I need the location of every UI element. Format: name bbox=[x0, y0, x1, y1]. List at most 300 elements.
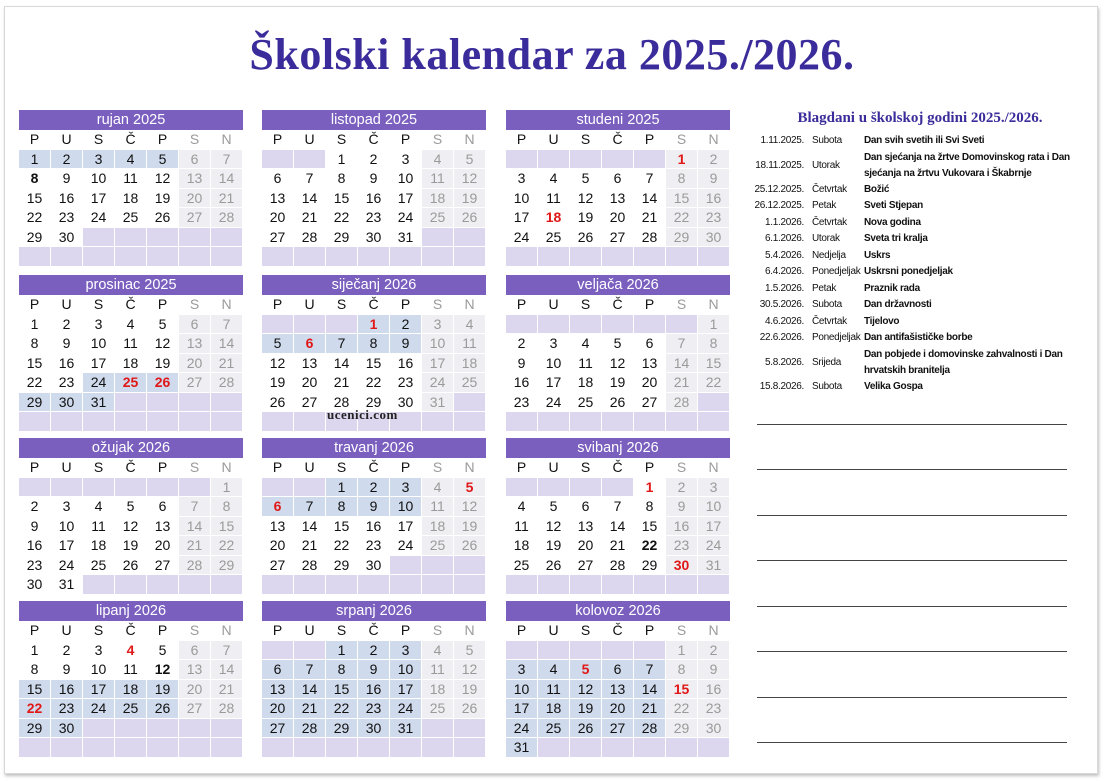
holiday-row bbox=[750, 182, 1090, 199]
day-cell: 31 bbox=[390, 719, 422, 739]
day-cell: 10 bbox=[390, 169, 422, 189]
weekday-header: S bbox=[83, 130, 115, 150]
day-cell: 20 bbox=[602, 208, 634, 228]
day-cell: 31 bbox=[506, 738, 538, 758]
weekday-header: P bbox=[19, 295, 51, 315]
day-cell: 8 bbox=[358, 334, 390, 354]
note-line bbox=[757, 651, 1067, 652]
empty-cell bbox=[506, 247, 538, 267]
empty-cell bbox=[211, 412, 243, 432]
weekday-header: Č bbox=[358, 458, 390, 478]
month-title: siječanj 2026 bbox=[262, 275, 486, 295]
day-cell: 2 bbox=[666, 478, 698, 498]
empty-cell bbox=[634, 641, 666, 661]
day-cell: 20 bbox=[602, 699, 634, 719]
day-cell: 7 bbox=[294, 169, 326, 189]
day-cell: 17 bbox=[83, 354, 115, 374]
day-cell: 5 bbox=[538, 497, 570, 517]
empty-cell bbox=[19, 247, 51, 267]
day-cell: 16 bbox=[506, 373, 538, 393]
day-cell: 17 bbox=[506, 699, 538, 719]
holiday-weekday: Petak bbox=[812, 282, 837, 294]
empty-cell bbox=[262, 575, 294, 595]
day-cell: 18 bbox=[538, 699, 570, 719]
day-cell: 23 bbox=[390, 373, 422, 393]
day-cell: 17 bbox=[390, 517, 422, 537]
day-cell: 19 bbox=[147, 189, 179, 209]
day-cell: 2 bbox=[506, 334, 538, 354]
weekday-header: P bbox=[390, 295, 422, 315]
empty-cell bbox=[211, 393, 243, 413]
weekday-header: Č bbox=[602, 130, 634, 150]
holiday-name: Nova godina bbox=[864, 216, 921, 228]
weekday-header: S bbox=[179, 130, 211, 150]
day-cell: 25 bbox=[83, 556, 115, 576]
holiday-row bbox=[750, 215, 1090, 232]
weekday-header: S bbox=[83, 295, 115, 315]
empty-cell bbox=[506, 412, 538, 432]
weekday-header: S bbox=[422, 295, 454, 315]
day-cell: 12 bbox=[262, 354, 294, 374]
day-cell: 6 bbox=[602, 660, 634, 680]
day-cell: 18 bbox=[570, 373, 602, 393]
day-cell: 21 bbox=[179, 536, 211, 556]
month-calendar bbox=[506, 110, 730, 267]
day-cell: 15 bbox=[211, 517, 243, 537]
day-cell: 9 bbox=[698, 169, 730, 189]
weekday-header: N bbox=[454, 458, 486, 478]
weekday-header: P bbox=[634, 458, 666, 478]
day-cell: 27 bbox=[179, 208, 211, 228]
empty-cell bbox=[51, 412, 83, 432]
day-cell: 20 bbox=[634, 373, 666, 393]
holiday-weekday: Nedjelja bbox=[812, 249, 846, 261]
day-cell: 9 bbox=[358, 497, 390, 517]
day-cell: 15 bbox=[19, 189, 51, 209]
holiday-date: 30.5.2026. bbox=[759, 299, 804, 310]
weekday-header: U bbox=[538, 130, 570, 150]
month-grid bbox=[262, 458, 486, 595]
day-cell: 26 bbox=[538, 556, 570, 576]
day-cell: 21 bbox=[634, 699, 666, 719]
day-cell: 4 bbox=[538, 660, 570, 680]
day-cell: 23 bbox=[358, 536, 390, 556]
weekday-header: N bbox=[211, 458, 243, 478]
day-cell: 30 bbox=[51, 393, 83, 413]
day-cell: 18 bbox=[454, 354, 486, 374]
day-cell: 21 bbox=[294, 699, 326, 719]
holiday-weekday: Ponedjeljak bbox=[812, 266, 861, 277]
empty-cell bbox=[390, 556, 422, 576]
day-cell: 26 bbox=[262, 393, 294, 413]
weekday-header: P bbox=[19, 621, 51, 641]
weekday-header: P bbox=[19, 130, 51, 150]
day-cell: 23 bbox=[506, 393, 538, 413]
empty-cell bbox=[634, 738, 666, 758]
day-cell: 26 bbox=[570, 228, 602, 248]
day-cell: 25 bbox=[506, 556, 538, 576]
day-cell: 25 bbox=[454, 373, 486, 393]
day-cell: 3 bbox=[538, 334, 570, 354]
day-cell: 20 bbox=[179, 680, 211, 700]
day-cell: 8 bbox=[19, 660, 51, 680]
empty-cell bbox=[454, 556, 486, 576]
day-cell: 7 bbox=[634, 660, 666, 680]
empty-cell bbox=[262, 478, 294, 498]
empty-cell bbox=[454, 228, 486, 248]
day-cell: 29 bbox=[19, 719, 51, 739]
weekday-header: N bbox=[211, 295, 243, 315]
holiday-row bbox=[750, 198, 1090, 215]
day-cell: 10 bbox=[390, 497, 422, 517]
day-cell: 25 bbox=[538, 228, 570, 248]
day-cell: 12 bbox=[602, 354, 634, 374]
holiday-row bbox=[750, 264, 1090, 281]
empty-cell bbox=[262, 641, 294, 661]
empty-cell bbox=[326, 738, 358, 758]
weekday-header: P bbox=[19, 458, 51, 478]
day-cell: 27 bbox=[634, 393, 666, 413]
day-cell: 4 bbox=[506, 497, 538, 517]
day-cell: 17 bbox=[390, 189, 422, 209]
day-cell: 25 bbox=[422, 699, 454, 719]
weekday-header: Č bbox=[115, 295, 147, 315]
weekday-header: N bbox=[698, 130, 730, 150]
day-cell: 15 bbox=[19, 680, 51, 700]
day-cell: 16 bbox=[51, 680, 83, 700]
empty-cell bbox=[422, 247, 454, 267]
day-cell: 16 bbox=[51, 354, 83, 374]
holiday-date: 18.11.2025. bbox=[755, 159, 804, 171]
empty-cell bbox=[538, 575, 570, 595]
day-cell: 18 bbox=[422, 517, 454, 537]
weekday-header: U bbox=[538, 295, 570, 315]
weekday-header: S bbox=[570, 621, 602, 641]
day-cell: 7 bbox=[326, 334, 358, 354]
empty-cell bbox=[602, 641, 634, 661]
day-cell: 14 bbox=[666, 354, 698, 374]
day-cell: 7 bbox=[634, 169, 666, 189]
day-cell: 24 bbox=[538, 393, 570, 413]
day-cell: 11 bbox=[83, 517, 115, 537]
day-cell: 2 bbox=[19, 497, 51, 517]
day-cell: 9 bbox=[698, 660, 730, 680]
day-cell: 15 bbox=[19, 354, 51, 374]
day-cell: 23 bbox=[666, 536, 698, 556]
empty-cell bbox=[422, 228, 454, 248]
day-cell: 31 bbox=[698, 556, 730, 576]
day-cell: 23 bbox=[698, 699, 730, 719]
day-cell: 8 bbox=[19, 334, 51, 354]
watermark: ucenici.com bbox=[327, 407, 398, 422]
day-cell: 24 bbox=[83, 208, 115, 228]
weekday-header: P bbox=[262, 130, 294, 150]
weekday-header: Č bbox=[602, 458, 634, 478]
empty-cell bbox=[115, 412, 147, 432]
day-cell: 3 bbox=[390, 641, 422, 661]
holiday-row bbox=[750, 330, 1090, 347]
empty-cell bbox=[422, 719, 454, 739]
day-cell: 29 bbox=[666, 719, 698, 739]
holiday-name: Dan svih svetih ili Svi Sveti bbox=[864, 135, 985, 146]
day-cell: 28 bbox=[211, 208, 243, 228]
weekday-header: S bbox=[326, 458, 358, 478]
holiday-row bbox=[750, 314, 1090, 331]
empty-cell bbox=[179, 412, 211, 432]
day-cell: 26 bbox=[115, 556, 147, 576]
day-cell: 19 bbox=[262, 373, 294, 393]
day-cell: 4 bbox=[570, 334, 602, 354]
empty-cell bbox=[179, 478, 211, 498]
day-cell: 30 bbox=[51, 228, 83, 248]
month-grid bbox=[19, 295, 243, 432]
holiday-row bbox=[750, 347, 1090, 379]
day-cell: 18 bbox=[538, 208, 570, 228]
weekday-header: U bbox=[294, 130, 326, 150]
day-cell: 13 bbox=[179, 334, 211, 354]
day-cell: 27 bbox=[262, 556, 294, 576]
day-cell: 15 bbox=[634, 517, 666, 537]
day-cell: 11 bbox=[538, 680, 570, 700]
day-cell: 19 bbox=[147, 354, 179, 374]
day-cell: 18 bbox=[115, 189, 147, 209]
day-cell: 9 bbox=[51, 334, 83, 354]
empty-cell bbox=[602, 478, 634, 498]
day-cell: 9 bbox=[358, 169, 390, 189]
empty-cell bbox=[506, 641, 538, 661]
empty-cell bbox=[602, 575, 634, 595]
day-cell: 26 bbox=[454, 699, 486, 719]
day-cell: 17 bbox=[422, 354, 454, 374]
weekday-header: Č bbox=[358, 295, 390, 315]
day-cell: 1 bbox=[698, 315, 730, 335]
day-cell: 22 bbox=[211, 536, 243, 556]
day-cell: 12 bbox=[538, 517, 570, 537]
empty-cell bbox=[666, 738, 698, 758]
day-cell: 26 bbox=[147, 208, 179, 228]
day-cell: 29 bbox=[19, 393, 51, 413]
empty-cell bbox=[454, 738, 486, 758]
empty-cell bbox=[538, 247, 570, 267]
note-line bbox=[757, 560, 1067, 561]
empty-cell bbox=[698, 738, 730, 758]
day-cell: 17 bbox=[83, 189, 115, 209]
empty-cell bbox=[454, 247, 486, 267]
month-title: travanj 2026 bbox=[262, 438, 486, 458]
day-cell: 18 bbox=[506, 536, 538, 556]
empty-cell bbox=[570, 738, 602, 758]
day-cell: 4 bbox=[422, 150, 454, 170]
empty-cell bbox=[454, 393, 486, 413]
day-cell: 19 bbox=[147, 680, 179, 700]
day-cell: 1 bbox=[211, 478, 243, 498]
day-cell: 1 bbox=[19, 641, 51, 661]
day-cell: 29 bbox=[19, 228, 51, 248]
empty-cell bbox=[262, 315, 294, 335]
month-grid bbox=[506, 130, 730, 267]
holiday-name: Dan pobjede i domovinske zahvalnosti i Dan hrvatskih branitelja bbox=[864, 348, 1063, 376]
day-cell: 4 bbox=[422, 641, 454, 661]
empty-cell bbox=[602, 738, 634, 758]
empty-cell bbox=[147, 393, 179, 413]
empty-cell bbox=[115, 247, 147, 267]
holiday-weekday: Srijeda bbox=[812, 356, 842, 368]
day-cell: 13 bbox=[262, 517, 294, 537]
weekday-header: P bbox=[390, 621, 422, 641]
empty-cell bbox=[538, 478, 570, 498]
day-cell: 4 bbox=[454, 315, 486, 335]
holiday-date: 5.8.2026. bbox=[764, 356, 804, 368]
day-cell: 10 bbox=[422, 334, 454, 354]
empty-cell bbox=[294, 150, 326, 170]
weekday-header: P bbox=[147, 295, 179, 315]
month-title: rujan 2025 bbox=[19, 110, 243, 130]
weekday-header: S bbox=[570, 458, 602, 478]
month-calendar bbox=[262, 601, 486, 758]
day-cell: 18 bbox=[115, 354, 147, 374]
day-cell: 26 bbox=[454, 536, 486, 556]
holiday-row bbox=[750, 281, 1090, 298]
day-cell: 22 bbox=[19, 699, 51, 719]
day-cell: 28 bbox=[326, 393, 358, 413]
day-cell: 27 bbox=[179, 699, 211, 719]
day-cell: 28 bbox=[294, 556, 326, 576]
day-cell: 9 bbox=[51, 660, 83, 680]
day-cell: 19 bbox=[454, 680, 486, 700]
empty-cell bbox=[390, 575, 422, 595]
weekday-header: N bbox=[698, 621, 730, 641]
day-cell: 22 bbox=[19, 373, 51, 393]
empty-cell bbox=[83, 247, 115, 267]
day-cell: 2 bbox=[51, 150, 83, 170]
day-cell: 23 bbox=[358, 699, 390, 719]
weekday-header: U bbox=[294, 458, 326, 478]
day-cell: 11 bbox=[115, 334, 147, 354]
day-cell: 13 bbox=[602, 189, 634, 209]
note-line bbox=[757, 606, 1067, 607]
day-cell: 8 bbox=[211, 497, 243, 517]
day-cell: 3 bbox=[390, 478, 422, 498]
weekday-header: S bbox=[666, 458, 698, 478]
empty-cell bbox=[602, 315, 634, 335]
day-cell: 10 bbox=[698, 497, 730, 517]
day-cell: 27 bbox=[570, 556, 602, 576]
empty-cell bbox=[570, 478, 602, 498]
weekday-header: P bbox=[147, 458, 179, 478]
day-cell: 11 bbox=[115, 660, 147, 680]
day-cell: 30 bbox=[698, 228, 730, 248]
day-cell: 21 bbox=[294, 536, 326, 556]
empty-cell bbox=[422, 412, 454, 432]
empty-cell bbox=[454, 719, 486, 739]
month-title: veljača 2026 bbox=[506, 275, 730, 295]
month-title: studeni 2025 bbox=[506, 110, 730, 130]
day-cell: 13 bbox=[570, 517, 602, 537]
empty-cell bbox=[390, 247, 422, 267]
empty-cell bbox=[179, 575, 211, 595]
holiday-date: 1.1.2026. bbox=[764, 216, 804, 228]
day-cell: 15 bbox=[358, 354, 390, 374]
weekday-header: P bbox=[262, 621, 294, 641]
day-cell: 26 bbox=[147, 699, 179, 719]
weekday-header: P bbox=[262, 458, 294, 478]
day-cell: 2 bbox=[51, 315, 83, 335]
weekday-header: S bbox=[179, 295, 211, 315]
day-cell: 3 bbox=[51, 497, 83, 517]
weekday-header: S bbox=[422, 130, 454, 150]
day-cell: 26 bbox=[147, 373, 179, 393]
empty-cell bbox=[51, 738, 83, 758]
day-cell: 7 bbox=[602, 497, 634, 517]
weekday-header: P bbox=[506, 621, 538, 641]
day-cell: 17 bbox=[83, 680, 115, 700]
day-cell: 12 bbox=[454, 169, 486, 189]
weekday-header: P bbox=[390, 458, 422, 478]
empty-cell bbox=[211, 247, 243, 267]
day-cell: 23 bbox=[51, 699, 83, 719]
weekday-header: S bbox=[666, 621, 698, 641]
month-title: svibanj 2026 bbox=[506, 438, 730, 458]
empty-cell bbox=[211, 575, 243, 595]
day-cell: 12 bbox=[115, 517, 147, 537]
weekday-header: S bbox=[83, 458, 115, 478]
empty-cell bbox=[570, 575, 602, 595]
holiday-row bbox=[750, 133, 1090, 150]
day-cell: 19 bbox=[570, 208, 602, 228]
holiday-name: Dan antifašističke borbe bbox=[864, 332, 973, 343]
day-cell: 21 bbox=[602, 536, 634, 556]
empty-cell bbox=[294, 641, 326, 661]
weekday-header: N bbox=[454, 130, 486, 150]
holiday-name: Sveta tri kralja bbox=[864, 233, 928, 244]
weekday-header: S bbox=[422, 621, 454, 641]
empty-cell bbox=[390, 738, 422, 758]
day-cell: 5 bbox=[262, 334, 294, 354]
month-calendar bbox=[506, 438, 730, 595]
weekday-header: P bbox=[506, 295, 538, 315]
day-cell: 15 bbox=[666, 189, 698, 209]
day-cell: 31 bbox=[51, 575, 83, 595]
day-cell: 29 bbox=[358, 393, 390, 413]
day-cell: 3 bbox=[83, 150, 115, 170]
weekday-header: N bbox=[698, 458, 730, 478]
empty-cell bbox=[422, 575, 454, 595]
note-line bbox=[757, 742, 1067, 743]
empty-cell bbox=[147, 247, 179, 267]
day-cell: 20 bbox=[570, 536, 602, 556]
day-cell: 19 bbox=[115, 536, 147, 556]
day-cell: 25 bbox=[422, 536, 454, 556]
day-cell: 1 bbox=[326, 150, 358, 170]
day-cell: 8 bbox=[19, 169, 51, 189]
empty-cell bbox=[179, 719, 211, 739]
empty-cell bbox=[506, 150, 538, 170]
day-cell: 2 bbox=[698, 641, 730, 661]
day-cell: 13 bbox=[294, 354, 326, 374]
note-line bbox=[757, 424, 1067, 425]
day-cell: 6 bbox=[570, 497, 602, 517]
day-cell: 1 bbox=[19, 150, 51, 170]
holiday-weekday: Subota bbox=[812, 299, 842, 310]
empty-cell bbox=[634, 575, 666, 595]
empty-cell bbox=[294, 247, 326, 267]
day-cell: 17 bbox=[538, 373, 570, 393]
day-cell: 15 bbox=[698, 354, 730, 374]
day-cell: 1 bbox=[666, 150, 698, 170]
day-cell: 14 bbox=[179, 517, 211, 537]
day-cell: 28 bbox=[294, 228, 326, 248]
holiday-date: 1.5.2026. bbox=[764, 282, 804, 294]
